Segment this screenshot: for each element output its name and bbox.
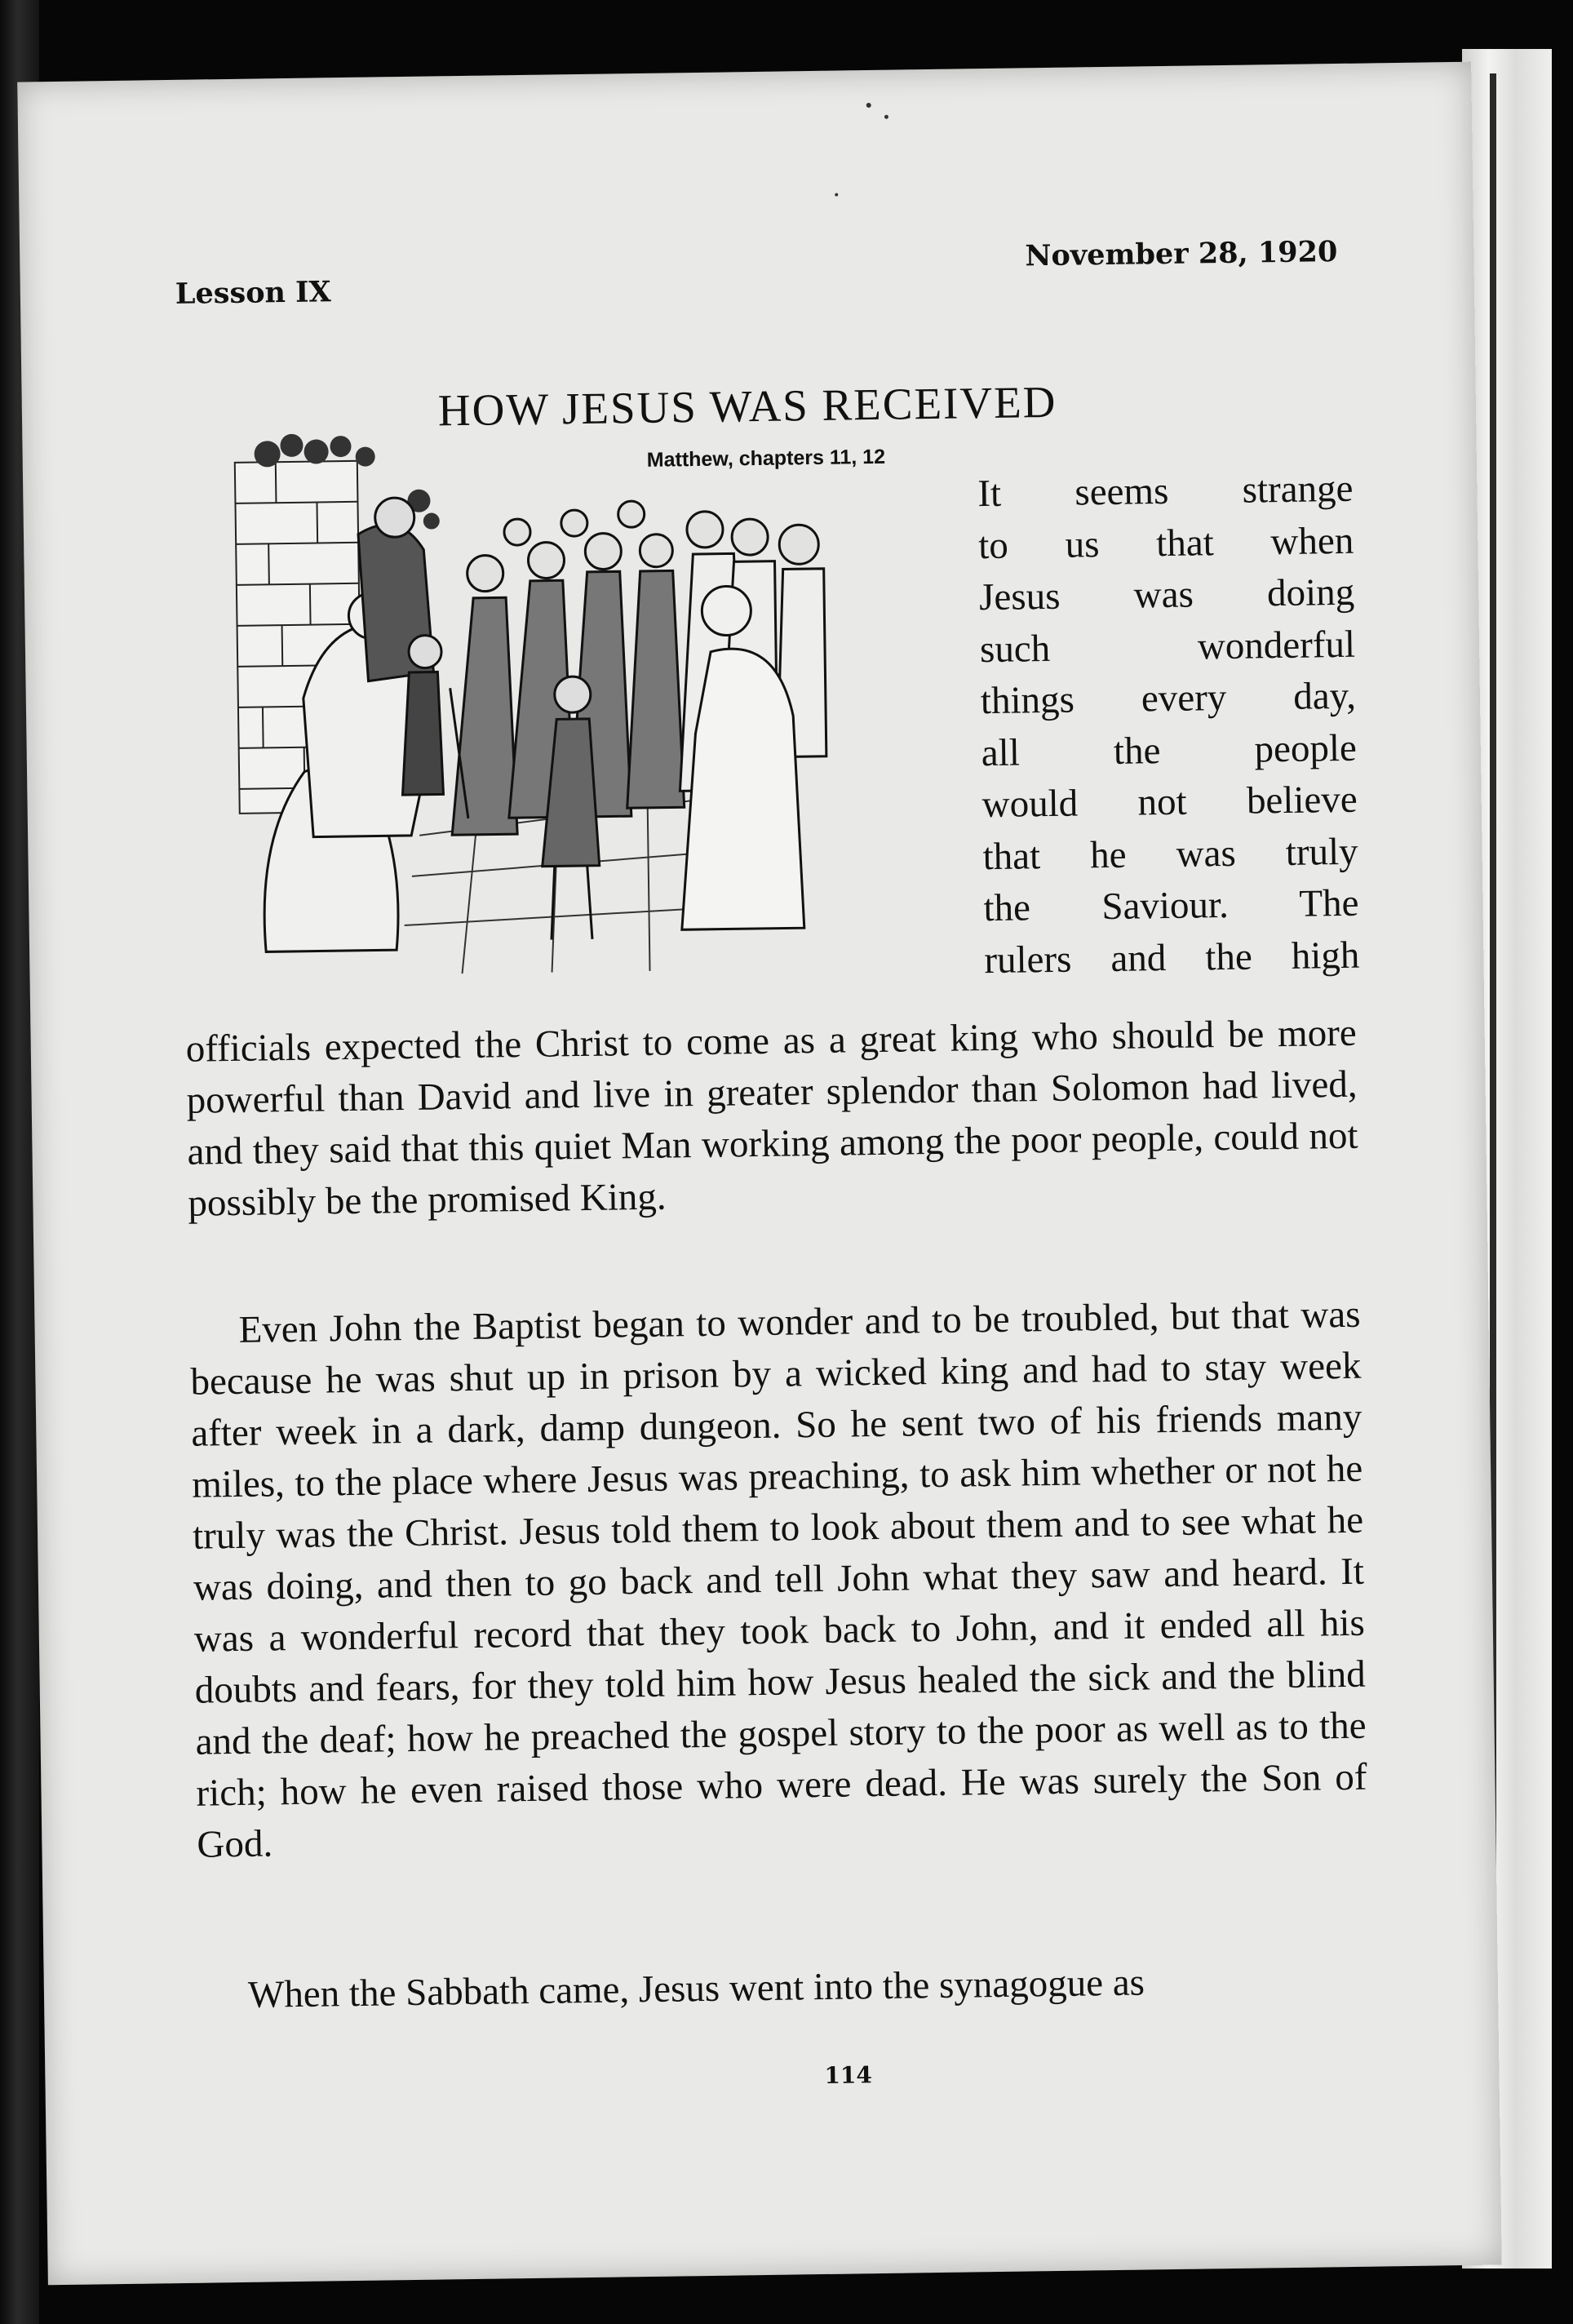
column-line: that he was truly	[982, 830, 1358, 878]
lesson-date: November 28, 1920	[1025, 235, 1338, 273]
wrapped-column-text	[977, 463, 1360, 987]
column-line: rulers and the high	[984, 934, 1360, 982]
column-line: Jesus was doing	[978, 570, 1355, 619]
page-header	[175, 235, 1346, 311]
dust-speck	[866, 103, 871, 108]
crowd-illustration	[202, 404, 952, 986]
column-line: the Saviour. The	[983, 881, 1359, 930]
column-line: all the people	[981, 726, 1358, 774]
page-number: 114	[824, 2061, 873, 2089]
column-line: to us that when	[977, 519, 1354, 567]
column-line: such wonderful	[979, 623, 1356, 671]
paragraph-3: When the Sabbath came, Jesus went into the synagogue as	[247, 1961, 1145, 2016]
column-line: would not believe	[981, 778, 1358, 827]
dust-speck	[884, 115, 888, 119]
page-content	[175, 235, 1367, 2089]
lesson-label: Lesson IX	[175, 275, 331, 311]
column-line: things every day,	[980, 674, 1357, 723]
lesson-title: HOW JESUS WAS RECEIVED	[437, 376, 1057, 436]
scripture-reference: Matthew, chapters 11, 12	[646, 445, 886, 472]
paragraph-1-continued: officials expected the Christ to come as a great king who should be more powerful than David and live in greater splendor than Solomon had lived, and they said that this quiet Man working among the poor people, could not possibly be the promised King.	[185, 1011, 1358, 1225]
dust-speck	[835, 193, 838, 197]
paragraph-2: Even John the Baptist began to wonder and to be troubled, but that was because he was shut up in prison by a wicked king and had to stay week after week in a dark, damp dungeon. So he sent two of his friends many miles, to the place where Jesus was preaching, to ask him whether or not he truly was the Christ. Jesus told them to look about them and to see what he was doing, and then to go back and tell John what they saw and heard. It was a wonderful record that they took back to John, and it ended all his doubts and fears, for they told him how Jesus healed the sick and the blind and the deaf; how he preached the gospel story to the poor as well as to the rich; how he even raised those who were dead. He was surely the Son of God.	[190, 1293, 1367, 1866]
column-line: It seems strange	[977, 467, 1354, 516]
book-page	[17, 62, 1502, 2286]
